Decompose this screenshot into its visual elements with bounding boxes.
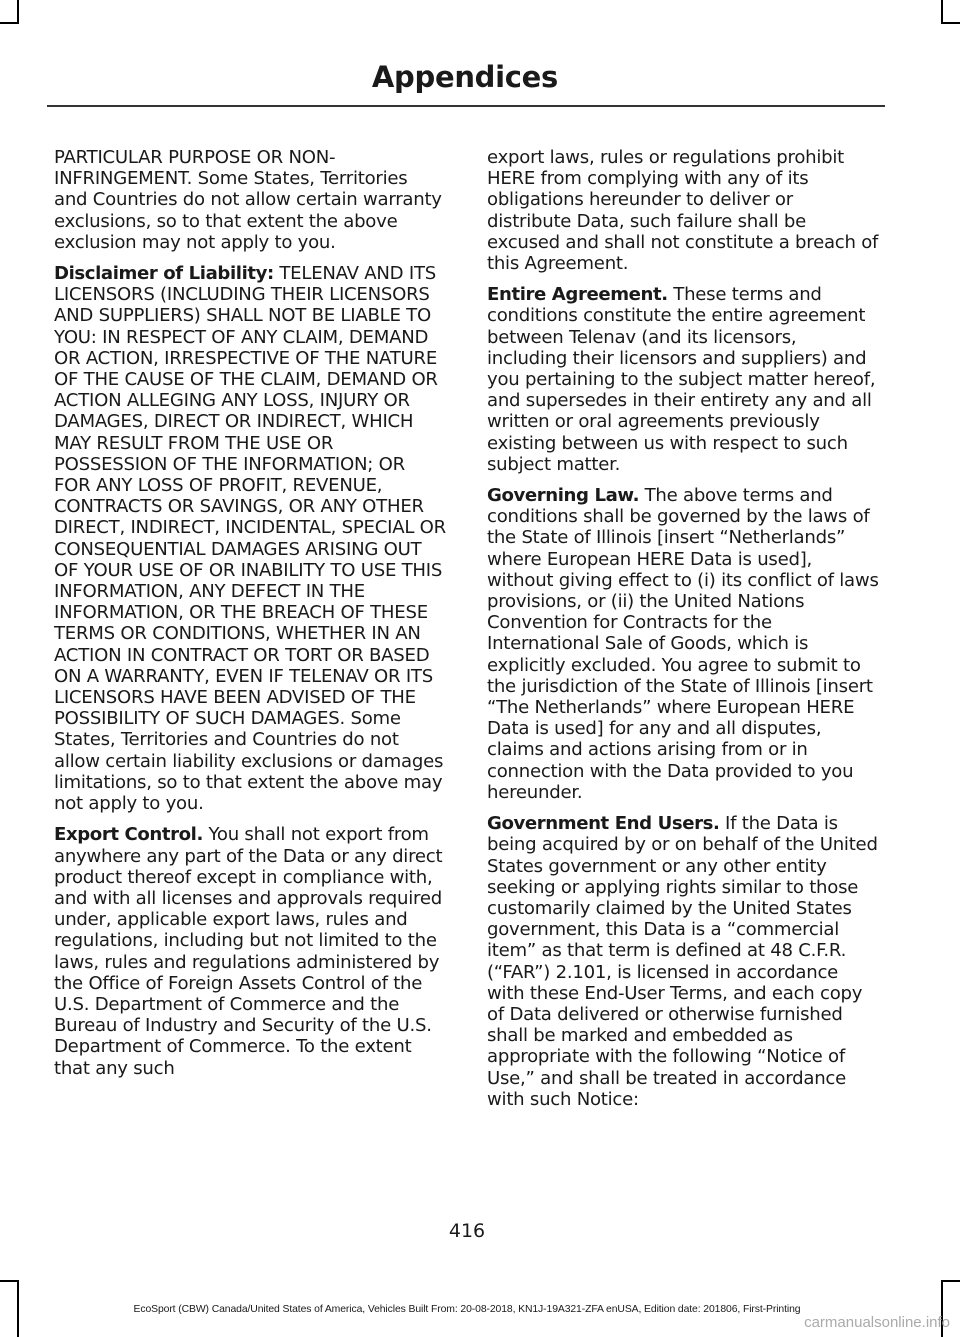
- paragraph: [54, 824, 446, 1078]
- page-title: Appendices: [371, 60, 558, 94]
- crop-mark-bottom-left-h: [0, 1280, 19, 1282]
- paragraph-text: export laws, rules or regulations prohibit HERE from complying with any of its obligations hereunder to deliver or distribute Data, such failure shall be excused and shall not constitute a breach of this Agreement.: [487, 147, 879, 275]
- paragraph: [487, 284, 879, 475]
- crop-mark-top-right-v: [941, 0, 943, 24]
- paragraph-text: TELENAV AND ITS LICENSORS (INCLUDING THEIR LICENSORS AND SUPPLIERS) SHALL NOT BE LIABLE TO YOU: IN RESPECT OF ANY CLAIM, DEMAND OR ACTION, IRRESPECTIVE OF THE NATURE OF THE CAUSE OF THE CLAIM, DEMAND OR ACTION ALLEGING ANY LOSS, INJURY OR DAMAGES, DIRECT OR INDIRECT, WHICH MAY RESULT FROM THE USE OR POSSESSION OF THE INFORMATION; OR FOR ANY LOSS OF PROFIT, REVENUE, CONTRACTS OR SAVINGS, OR ANY OTHER DIRECT, INDIRECT, INCIDENTAL, SPECIAL OR CONSEQUENTIAL DAMAGES ARISING OUT OF YOUR USE OF OR INABILITY TO USE THIS INFORMATION, ANY DEFECT IN THE INFORMATION, OR THE BREACH OF THESE TERMS OR CONDITIONS, WHETHER IN AN ACTION IN CONTRACT OR TORT OR BASED ON A WARRANTY, EVEN IF TELENAV OR ITS LICENSORS HAVE BEEN ADVISED OF THE POSSIBILITY OF SUCH DAMAGES. Some States, Territories and Countries do not allow certain liability exclusions or damages limitations, so to that extent the above may not apply to you.: [54, 263, 446, 815]
- paragraph-heading: Government End Users.: [487, 813, 720, 835]
- paragraph-heading: Entire Agreement.: [487, 284, 668, 306]
- watermark: carmanualsonline.info: [804, 1314, 950, 1331]
- page-number: 416: [448, 1220, 486, 1242]
- left-column: [54, 147, 446, 1089]
- paragraph: [487, 813, 879, 1110]
- paragraph-heading: Export Control.: [54, 824, 203, 846]
- crop-mark-top-right-h: [941, 22, 960, 24]
- paragraph: [487, 485, 879, 803]
- paragraph-text: The above terms and conditions shall be governed by the laws of the State of Illinois [insert “Netherlands” where European HERE Data is used], without giving effect to (i) its conflict of laws provisions, or (ii) the United Nations Convention for Contracts for the International Sale of Goods, which is explicitly excluded. You agree to submit to the jurisdiction of the State of Illinois [insert “The Netherlands” where European HERE Data is used] for any and all disputes, claims and actions arising from or in connection with the Data provided to you hereunder.: [487, 485, 879, 803]
- right-column: [487, 147, 879, 1120]
- crop-mark-top-left-h: [0, 22, 19, 24]
- paragraph-heading: Disclaimer of Liability:: [54, 263, 274, 285]
- paragraph-text: You shall not export from anywhere any part of the Data or any direct product thereof except in compliance with, and with all licenses and approvals required under, applicable export laws, rules and regulations, including but not limited to the laws, rules and regulations administered by the Office of Foreign Assets Control of the U.S. Department of Commerce and the Bureau of Industry and Security of the U.S. Department of Commerce. To the extent that any such: [54, 824, 443, 1079]
- footer-text: EcoSport (CBW) Canada/United States of America, Vehicles Built From: 20-08-2018, KN1J-19A321-ZFA enUSA, Edition date: 201806, First-Printing: [133, 1304, 801, 1315]
- paragraph: [487, 147, 879, 274]
- paragraph-text: PARTICULAR PURPOSE OR NON-INFRINGEMENT. Some States, Territories and Countries do not allow certain warranty exclusions, so to that extent the above exclusion may not apply to you.: [54, 147, 442, 253]
- paragraph-text: If the Data is being acquired by or on behalf of the United States government or any other entity seeking or applying rights similar to those customarily claimed by the United States government, this Data is a “commercial item” as that term is defined at 48 C.F.R. (“FAR”) 2.101, is licensed in accordance with these End-User Terms, and each copy of Data delivered or otherwise furnished shall be marked and embedded as appropriate with the following “Notice of Use,” and shall be treated in accordance with such Notice:: [487, 813, 878, 1110]
- paragraph-text: These terms and conditions constitute the entire agreement between Telenav (and its licensors, including their licensors and suppliers) and you pertaining to the subject matter hereof, and supersedes in their entirety any and all written or oral agreements previously existing between us with respect to such subject matter.: [487, 284, 876, 475]
- crop-mark-top-left-v: [17, 0, 19, 24]
- crop-mark-bottom-right-h: [941, 1280, 960, 1282]
- header-divider: [47, 105, 885, 107]
- paragraph: [54, 263, 446, 814]
- paragraph: [54, 147, 446, 253]
- paragraph-heading: Governing Law.: [487, 485, 640, 507]
